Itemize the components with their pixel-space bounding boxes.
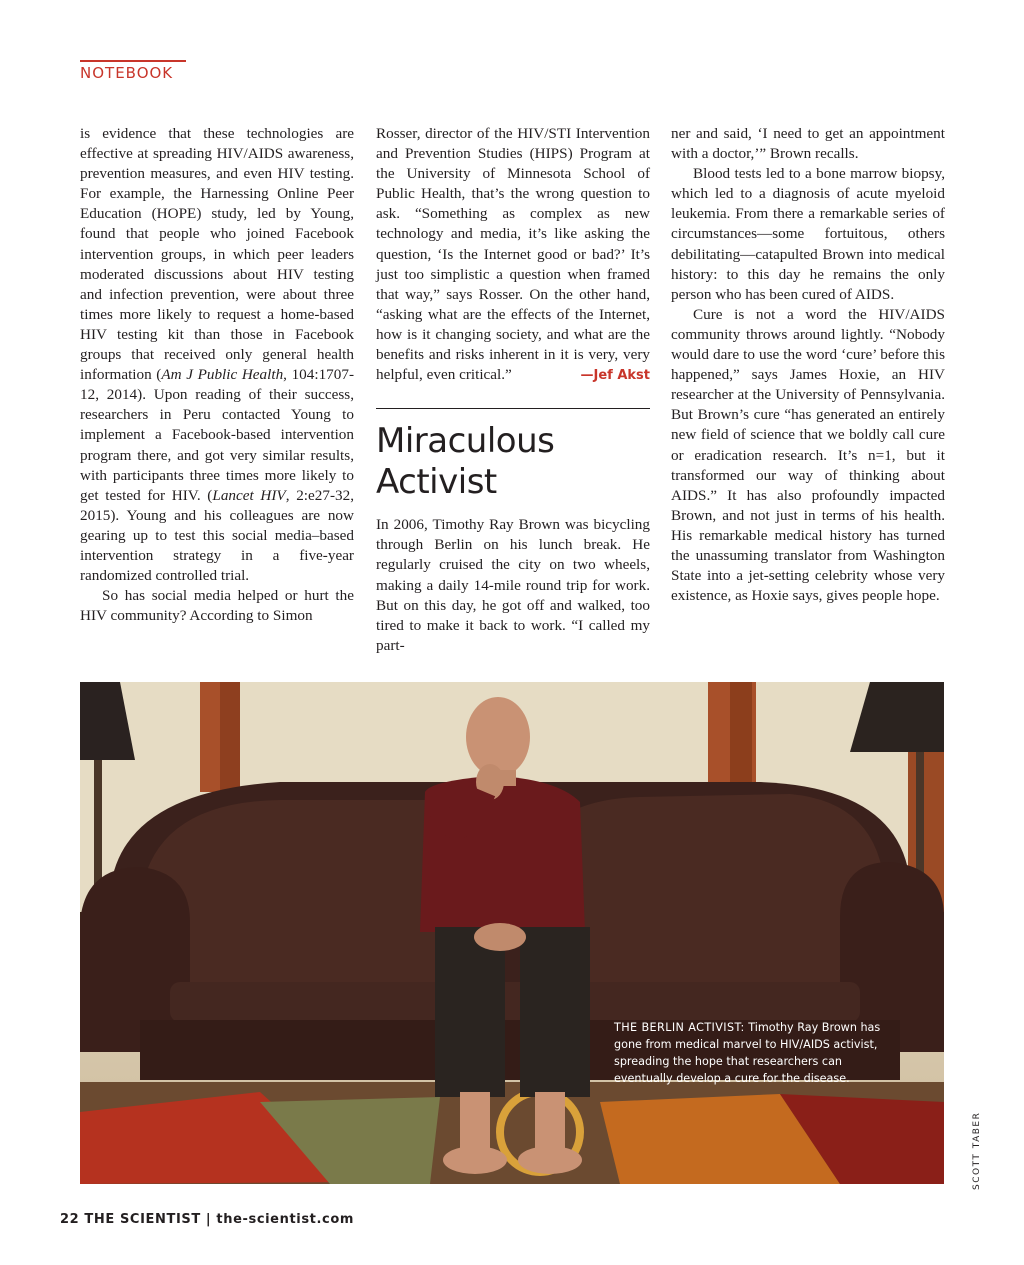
page-footer: 22 THE SCIENTIST | the-scientist.com [60, 1212, 355, 1227]
article-title: Miraculous Activist [376, 421, 555, 503]
paragraph: Cure is not a word the HIV/AIDS community throws around lightly. “Nobody would dare to use the word ‘cure’ before this happened,” says James Hoxie, an HIV researcher at the University of Pennsylvania. But Brown’s cure “has generated an entirely new field of science that we boldly call cure or eradication research. It’s n=1, but it transformed our way of thinking about AIDS.” It has also profoundly impacted Brown, and not just in terms of his health. His remarkable medical history has turned the unassuming translator from Washington State into a jet-setting celebrity whose very existence, as Hoxie says, gives people hope. [671, 305, 945, 605]
paragraph: ner and said, ‘I need to get an appointment with a doctor,’” Brown recalls. [671, 125, 945, 163]
paragraph: In 2006, Timothy Ray Brown was bicycling through Berlin on his lunch break. He regularly cruised the city on two wheels, making a daily 14-mile round trip for work. But on this day, he got off and walked, too tired to make it back to work. “I called my part- [376, 516, 650, 654]
column-2 [376, 124, 650, 656]
column-1 [80, 124, 354, 626]
caption-lead: THE BERLIN ACTIVIST: [614, 1021, 745, 1034]
feature-photo [80, 682, 944, 1184]
caption-text: Timothy Ray Brown has gone from medical marvel to HIV/AIDS activist, spreading the hope that researchers can eventually develop a cure for the disease. [614, 1021, 881, 1085]
paragraph: Rosser, director of the HIV/STI Intervention and Prevention Studies (HIPS) Program at the University of Minnesota School of Public Health, that’s the wrong question to ask. “Something as complex as new technology and media, it’s like asking the question, ‘Is the Internet good or bad?’ It’s just too simplistic a question when framed that way,” says Rosser. On the other hand, “asking what are the effects of the Internet, how is it changing society, and what are the benefits and risks inherent in it is very, very helpful, even critical.” —Jef Akst [376, 124, 650, 385]
paragraph: So has social media helped or hurt the HIV community? According to Simon [80, 587, 354, 625]
citation-journal: Lancet HIV [212, 486, 286, 504]
section-label: NOTEBOOK [80, 64, 174, 82]
article-divider [376, 408, 650, 409]
header-rule [80, 60, 186, 62]
photo-illustration [80, 682, 944, 1184]
paragraph: Blood tests led to a bone marrow biopsy, which led to a diagnosis of acute myeloid leukemia. From there a remarkable series of circumstances—some fortuitous, others debilitating—catapulted Brown into medical history: to this day he remains the only person who has been cured of AIDS. [671, 165, 945, 303]
author-byline: —Jef Akst [580, 368, 650, 384]
photo-credit: SCOTT TABER [972, 1111, 982, 1190]
photo-caption [614, 1019, 894, 1087]
paragraph: is evidence that these technologies are effective at spreading HIV/AIDS awareness, prevention measures, and even HIV testing. For example, the Harnessing Online Peer Education (HOPE) study, led by Young, found that people who joined Facebook intervention groups, in which peer leaders moderated discussions about HIV testing and infection prevention, were about three times more likely to request a home-based HIV testing kit than those in Facebook groups that received only general health information (Am J Public Health, 104:1707-12, 2014). Upon reading of their success, researchers in Peru contacted Young to implement a Facebook-based intervention program there, and got very similar results, with participants three times more likely to get tested for HIV. (Lancet HIV, 2:e27-32, 2015). Young and his colleagues are now gearing up to test this social media–based intervention strategy in a five-year randomized controlled trial. [80, 125, 355, 585]
column-3 [671, 124, 945, 606]
citation-journal: Am J Public Health [161, 366, 284, 384]
